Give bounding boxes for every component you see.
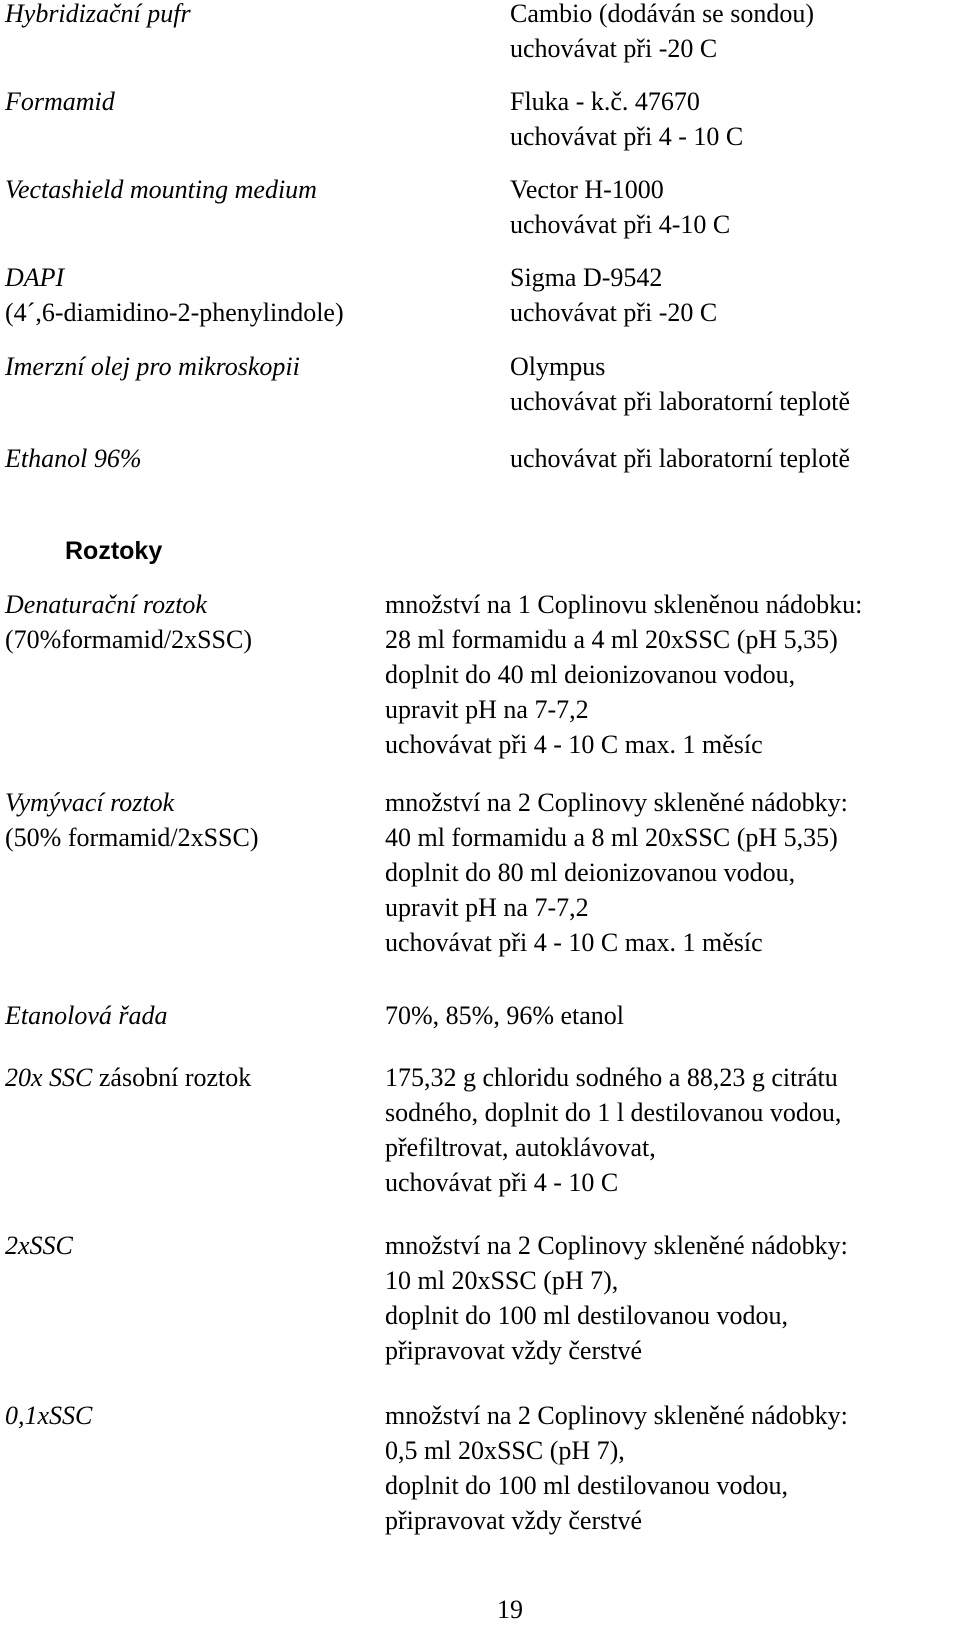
reagent-detail-line: uchovávat při -20 C xyxy=(510,298,718,327)
solution-subtitle: (50% formamid/2xSSC) xyxy=(5,823,259,852)
reagent-name: DAPI xyxy=(5,263,65,292)
reagent-detail-line: uchovávat při -20 C xyxy=(510,34,718,63)
solution-name: 0,1xSSC xyxy=(5,1401,93,1430)
solution-detail-line: 175,32 g chloridu sodného a 88,23 g citrátu xyxy=(385,1063,838,1092)
reagent-label xyxy=(5,349,365,384)
reagent-label xyxy=(5,84,365,119)
solution-detail-line: upravit pH na 7-7,2 xyxy=(385,695,589,724)
reagent-detail-line: Fluka - k.č. 47670 xyxy=(510,87,700,116)
solution-details xyxy=(385,998,624,1033)
solution-detail-line: množství na 1 Coplinovu skleněnou nádobku: xyxy=(385,590,863,619)
reagent-label xyxy=(5,0,365,31)
reagent-label xyxy=(5,441,365,476)
solution-detail-line: množství na 2 Coplinovy skleněné nádobky: xyxy=(385,1401,848,1430)
reagent-detail-line: uchovávat při laboratorní teplotě xyxy=(510,387,851,416)
solution-detail-line: uchovávat při 4 - 10 C max. 1 měsíc xyxy=(385,730,763,759)
reagent-detail-line: Olympus xyxy=(510,352,606,381)
solution-name: Etanolová řada xyxy=(5,1001,168,1030)
solution-name-rest: zásobní roztok xyxy=(92,1063,252,1092)
reagent-details xyxy=(510,0,814,66)
reagent-label xyxy=(5,260,365,330)
solution-detail-line: doplnit do 80 ml deionizovanou vodou, xyxy=(385,858,796,887)
solution-detail-line: 40 ml formamidu a 8 ml 20xSSC (pH 5,35) xyxy=(385,823,838,852)
solution-label xyxy=(5,1060,365,1095)
solution-name: Vymývací roztok xyxy=(5,788,175,817)
solution-detail-line: množství na 2 Coplinovy skleněné nádobky: xyxy=(385,1231,848,1260)
solution-detail-line: sodného, doplnit do 1 l destilovanou vodou, xyxy=(385,1098,842,1127)
solution-detail-line: doplnit do 100 ml destilovanou vodou, xyxy=(385,1301,788,1330)
solution-detail-line: doplnit do 100 ml destilovanou vodou, xyxy=(385,1471,788,1500)
reagent-details xyxy=(510,172,730,242)
solution-detail-line: připravovat vždy čerstvé xyxy=(385,1506,643,1535)
page-number: 19 xyxy=(497,1595,523,1624)
reagent-name: Imerzní olej pro mikroskopii xyxy=(5,352,300,381)
solution-detail-line: 0,5 ml 20xSSC (pH 7), xyxy=(385,1436,625,1465)
reagent-name: Vectashield mounting medium xyxy=(5,175,317,204)
reagent-details xyxy=(510,349,850,419)
solution-detail-line: upravit pH na 7-7,2 xyxy=(385,893,589,922)
solution-detail-line: 28 ml formamidu a 4 ml 20xSSC (pH 5,35) xyxy=(385,625,838,654)
solution-label xyxy=(5,785,365,855)
reagent-detail-line: Cambio (dodáván se sondou) xyxy=(510,0,815,28)
solution-subtitle: (70%formamid/2xSSC) xyxy=(5,625,252,654)
solution-details xyxy=(385,1398,848,1538)
solution-detail-line: uchovávat při 4 - 10 C xyxy=(385,1168,619,1197)
reagent-label xyxy=(5,172,365,207)
solution-detail-line: přefiltrovat, autoklávovat, xyxy=(385,1133,656,1162)
reagent-details xyxy=(510,441,850,476)
solution-name: 20x SSC xyxy=(5,1063,93,1092)
reagent-details xyxy=(510,84,743,154)
solution-label xyxy=(5,998,365,1033)
reagent-name: Ethanol 96% xyxy=(5,444,142,473)
solution-label xyxy=(5,587,365,657)
solution-detail-line: připravovat vždy čerstvé xyxy=(385,1336,643,1365)
reagent-detail-line: Sigma D-9542 xyxy=(510,263,663,292)
solution-label xyxy=(5,1228,365,1263)
reagent-detail-line: Vector H-1000 xyxy=(510,175,664,204)
solution-name: 2xSSC xyxy=(5,1231,73,1260)
solution-details xyxy=(385,785,848,960)
solution-detail-line: 70%, 85%, 96% etanol xyxy=(385,1001,625,1030)
reagent-name: Formamid xyxy=(5,87,115,116)
solution-detail-line: 10 ml 20xSSC (pH 7), xyxy=(385,1266,619,1295)
reagent-detail-line: uchovávat při laboratorní teplotě xyxy=(510,444,851,473)
solution-details xyxy=(385,1228,848,1368)
reagent-details xyxy=(510,260,717,330)
solution-detail-line: množství na 2 Coplinovy skleněné nádobky: xyxy=(385,788,848,817)
reagent-subtitle: (4´,6-diamidino-2-phenylindole) xyxy=(5,298,344,327)
reagent-detail-line: uchovávat při 4 - 10 C xyxy=(510,122,744,151)
solution-detail-line: doplnit do 40 ml deionizovanou vodou, xyxy=(385,660,796,689)
solution-details xyxy=(385,1060,841,1200)
reagent-detail-line: uchovávat při 4-10 C xyxy=(510,210,731,239)
solution-name: Denaturační roztok xyxy=(5,590,207,619)
solution-detail-line: uchovávat při 4 - 10 C max. 1 měsíc xyxy=(385,928,763,957)
reagent-name: Hybridizační pufr xyxy=(5,0,191,28)
section-title: Roztoky xyxy=(65,537,163,565)
solution-details xyxy=(385,587,862,762)
solution-label xyxy=(5,1398,365,1433)
